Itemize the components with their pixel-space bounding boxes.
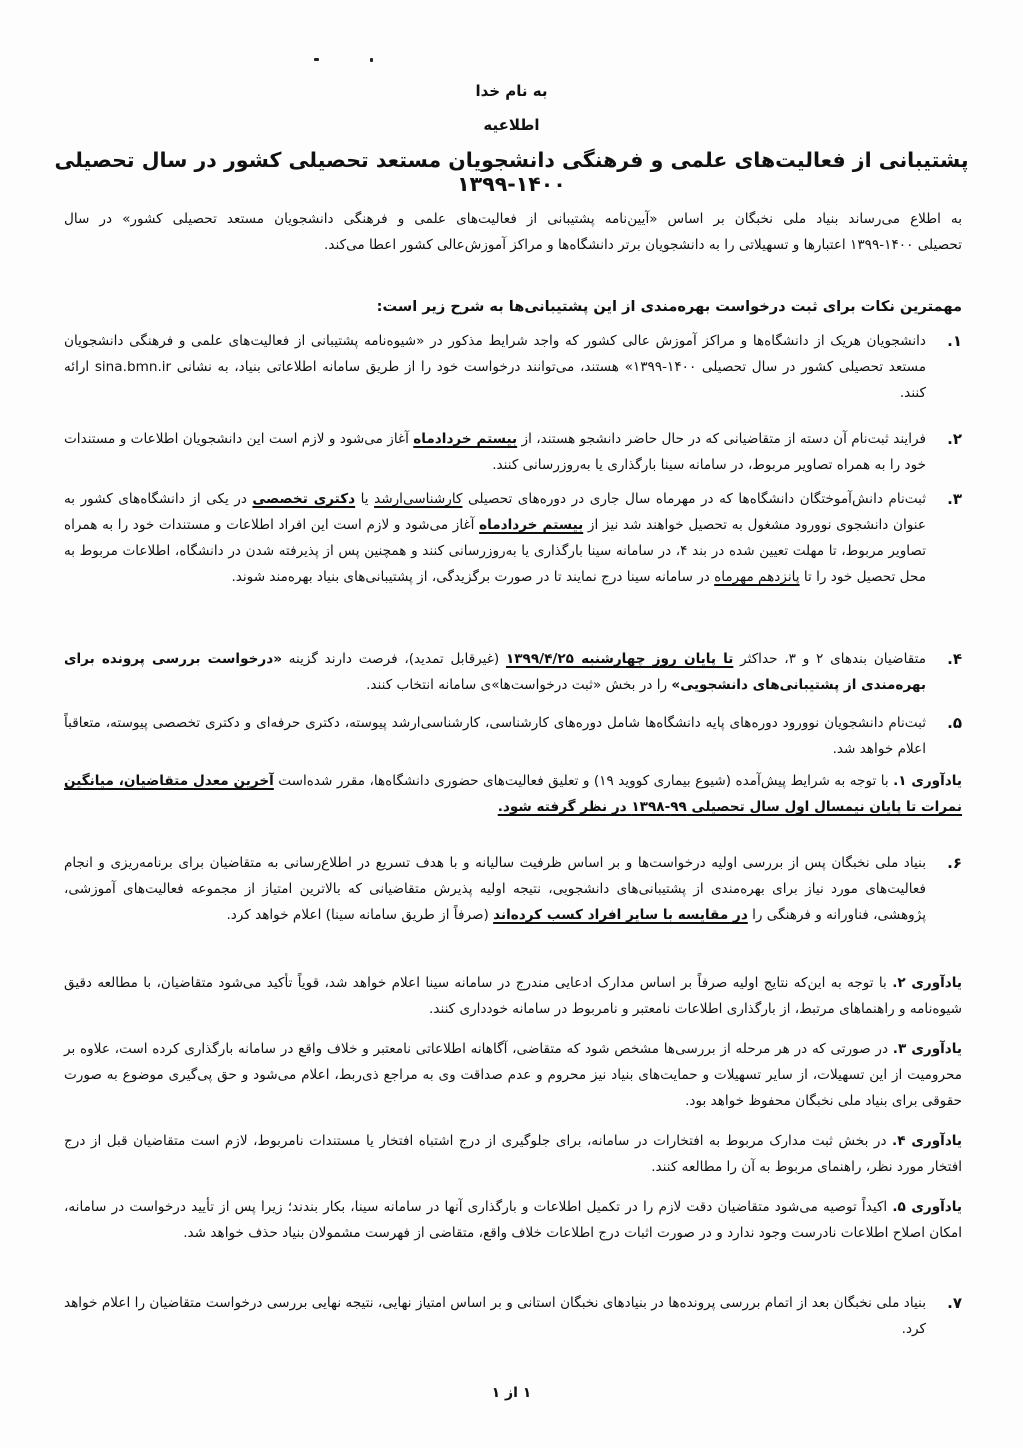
item-text: متقاضیان بندهای ۲ و ۳، حداکثر [733,651,926,667]
item-text: بنیاد ملی نخبگان پس از بررسی اولیه درخواست‌ها و بر اساس ظرفیت سالیانه و با هدف تسریع در اطلاع‌رسانی به متقاضیان برای برنامه‌ریزی و انجام فعالیت‌های مورد نیاز برای بهره‌مندی از پشتیبانی‌های دانشجویی، نتیجه اولیه پذیرش متقاضیانی که بالاترین امتیاز از مجموعه فعالیت‌های آموزشی، پژوهشی، فناورانه و فرهنگی را [64,855,926,923]
reminder-label: یادآوری ۲. [892,975,962,991]
item-number: ۴. [947,650,962,668]
item-text: ارائه کنند. [64,359,926,401]
item-text: را در بخش «ثبت درخواست‌ها»ی سامانه انتخاب کنند. [366,677,672,693]
list-item-1 [64,328,962,406]
list-item-4 [64,646,962,698]
item-text: آغاز می‌شود و لازم است این افراد اطلاعات و مستندات خود را به همراه تصاویر مربوط، تا مهلت تعیین شده در بند ۴، در سامانه سینا بارگذاری یا به‌روزرسانی کنند و همچنین پس از پذیرفته شدن در دانشگاه، اطلاعات مربوط به محل تحصیل خود را تا [64,517,926,585]
comparison-emphasis: در مقایسه با سایر افراد کسب کرده‌اند [493,907,748,923]
scan-artifact [370,58,373,62]
reminder-4 [64,1128,962,1180]
reminder-emphasis: آخرین معدل متقاضیان، میانگین نمرات تا پایان نیمسال اول سال تحصیلی ۹۹-۱۳۹۸ در نظر گرفته شود. [64,773,962,815]
intro-paragraph [64,206,962,258]
reminder-text: با توجه به این‌که نتایج اولیه صرفاً بر اساس مدارک ادعایی مندرج در سامانه سینا اعلام خواهد شد، قویاً تأکید می‌شود متقاضیان، با مطالعه دقیق شیوه‌نامه و راهنماهای مرتبط، از بارگذاری اطلاعات نامعتبر و نامربوط در سامانه خودداری کنند. [64,975,962,1017]
degree-phd: دکتری تخصصی [252,491,356,507]
item-text: در سامانه سینا درج نمایند تا در صورت برگزیدگی، از پشتیبانی‌های بنیاد بهره‌مند شوند. [231,569,715,585]
item-number: ۵. [947,714,962,732]
list-item-2 [64,426,962,478]
item-text: ثبت‌نام دانش‌آموختگان دانشگاه‌ها که در مهرماه سال جاری در دوره‌های تحصیلی [462,491,926,507]
item-number: ۶. [947,854,962,872]
reminder-text: اکیداً توصیه می‌شود متقاضیان دقت لازم را در تکمیل اطلاعات و بارگذاری آنها در سامانه سینا، بکار بندند؛ زیرا پس از تأیید درخواست در سامانه، امکان اصلاح اطلاعات نادرست وجود ندارد و در صورت اثبات درج اطلاعات خلاف واقع، متقاضی از فهرست مشمولان بنیاد حذف خواهد شد. [64,1199,962,1241]
item-text: آغاز می‌شود و لازم است این دانشجویان اطلاعات و مستندات خود را به همراه تصاویر مربوط، در سامانه سینا بارگذاری یا به‌روزرسانی کنند. [64,431,926,473]
item-text: فرایند ثبت‌نام آن دسته از متقاضیانی که در حال حاضر دانشجو هستند، از [517,431,926,447]
scan-artifact [314,58,319,61]
reminder-label: یادآوری ۳. [892,1041,962,1057]
announcement-label: اطلاعیه [483,116,540,134]
item-number: ۳. [947,490,962,508]
start-date-emphasis: بیستم خردادماه [413,431,518,447]
reminder-label: یادآوری ۵. [892,1199,962,1215]
item-text: بنیاد ملی نخبگان بعد از اتمام بررسی پرونده‌ها در بنیادهای نخبگان استانی و بر اساس امتیاز نهایی، نتیجه نهایی بررسی درخواست متقاضیان را اعلام خواهد کرد. [64,1295,926,1337]
reminder-label: یادآوری ۱. [893,773,962,789]
item-number: ۲. [947,430,962,448]
reminder-text: با توجه به شرایط پیش‌آمده (شیوع بیماری کووید ۱۹) و تعلیق فعالیت‌های حضوری دانشگاه‌ها، مقرر شده‌است [273,773,894,789]
item-text: یا [355,491,375,507]
degree-masters: کارشناسی‌ارشد [374,491,463,507]
item-text: (صرفاً از طریق سامانه سینا) اعلام خواهد کرد. [226,907,494,923]
item-text: دانشجویان هریک از دانشگاه‌ها و مراکز آموزش عالی کشور که واجد شرایط مذکور در «شیوه‌نامه پشتیبانی از فعالیت‌های علمی و فرهنگی دانشجویان مستعد تحصیلی کشور در سال تحصیلی ۱۴۰۰-۱۳۹۹» هستند، می‌توانند درخواست خود را از طریق سامانه اطلاعاتی بنیاد، به نشانی [64,333,926,375]
reminder-5 [64,1194,962,1246]
reminder-text: در صورتی که در هر مرحله از بررسی‌ها مشخص شود که متقاضی، آگاهانه اطلاعاتی نامعتبر و خلاف واقع در سامانه بارگذاری کرده است، علاوه بر محرومیت از این تسهیلات، از سایر تسهیلات و حمایت‌های بنیاد نیز محروم و عدم صداقت وی به مراجع ذی‌ربط، اعلام می‌شود و حق پی‌گیری موضوع به صورت حقوقی برای بنیاد ملی نخبگان محفوظ خواهد بود. [64,1041,962,1109]
reminder-label: یادآوری ۴. [892,1133,963,1149]
list-item-5 [64,710,962,762]
reminder-2 [64,970,962,1022]
list-item-3 [64,486,962,590]
section-heading: مهمترین نکات برای ثبت درخواست بهره‌مندی از این پشتیبانی‌ها به شرح زیر است: [376,298,962,315]
deadline-mehr: پانزدهم مهرماه [714,569,800,585]
reminder-1 [64,768,962,820]
deadline-emphasis: تا پایان روز چهارشنبه ۱۳۹۹/۴/۲۵ [505,651,734,667]
website-link[interactable]: sina.bmn.ir [94,359,172,375]
intro-line-1: به اطلاع می‌رساند بنیاد ملی نخبگان بر اساس «آیین‌نامه پشتیبانی از فعالیت‌های علمی و فرهنگی دانشجویان مستعد تحصیلی کشور» در سال [64,211,962,227]
list-item-7 [64,1290,962,1342]
reminder-3 [64,1036,962,1114]
item-text: (غیرقابل تمدید)، فرصت دارند گزینه [281,651,506,667]
page-indicator: ۱ از ۱ [491,1385,532,1401]
item-number: ۷. [947,1294,962,1312]
item-text: در یکی از دانشگاه‌های کشور به عنوان دانشجوی نوورود مشغول به تحصیل خواهند شد نیز از [64,491,926,533]
intro-line-2: تحصیلی ۱۴۰۰-۱۳۹۹ اعتبارها و تسهیلاتی را به دانشجویان برتر دانشگاه‌ها و مراکز آموزش‌عالی کشور اعطا می‌کند. [324,237,962,253]
reminder-text: در بخش ثبت مدارک مربوط به افتخارات در سامانه، برای جلوگیری از درج اشتباه افتخار یا مستندات نامربوط، لازم است متقاضیان قبل از درج افتخار مورد نظر، راهنمای مربوط به آن را مطالعه کنند. [64,1133,962,1175]
item-text: ثبت‌نام دانشجویان نوورود دوره‌های پایه دانشگاه‌ها شامل دوره‌های کارشناسی، کارشناسی‌ارشد پیوسته، دکتری حرفه‌ای و دکتری تخصصی پیوسته، متعاقباً اعلام خواهد شد. [64,715,926,757]
start-date-emphasis: بیستم خردادماه [479,517,584,533]
item-number: ۱. [947,332,962,350]
list-item-6 [64,850,962,928]
option-name: «درخواست بررسی پرونده برای بهره‌مندی از پشتیبانی‌های دانشجویی» [64,651,926,693]
document-title: پشتیبانی از فعالیت‌های علمی و فرهنگی دانشجویان مستعد تحصیلی کشور در سال تحصیلی ۱۴۰۰-۱۳۹۹ [54,148,969,196]
basmala-heading: به نام خدا [475,82,548,100]
